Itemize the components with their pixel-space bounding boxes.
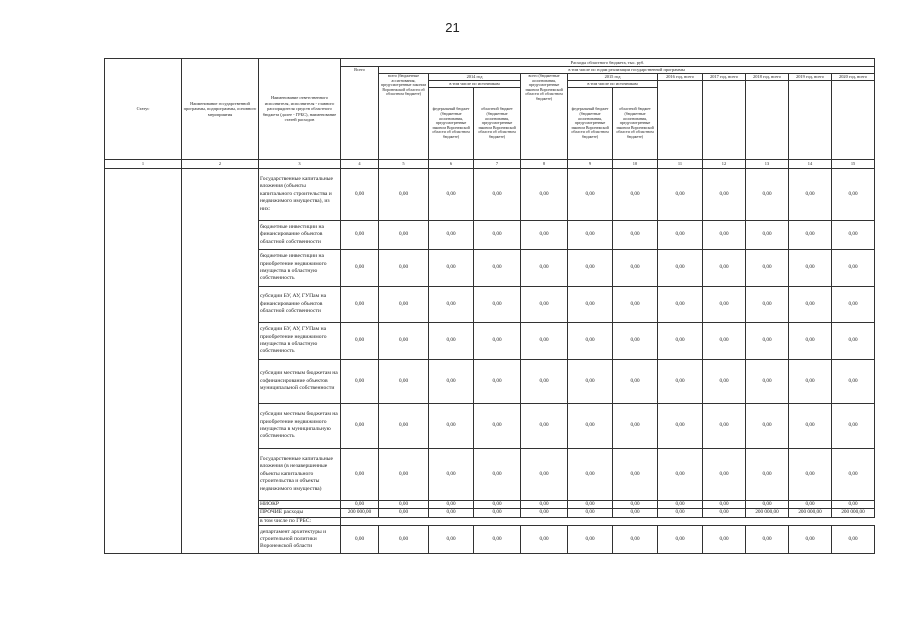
budget-table — [104, 58, 875, 554]
other-expenses-row: ПРОЧИЕ расходы 200 000,00 0,00 0,00 0,00 0,00 0,00 0,00 0,00 0,00 200 000,00 200 000,00 200 000,00 — [105, 509, 875, 517]
header-year-2017: 2017 год, всего — [703, 74, 746, 81]
row-name: департамент архитектуры и строительной политики Воронежской области — [259, 526, 341, 554]
table-row: бюджетные инвестиции на приобретение недвижимого имущества в областную собственность 0,00 0,00 0,00 0,00 0,00 0,00 0,00 0,00 0,00 0,00 0,00 0,00 — [105, 250, 875, 287]
header-year-2020: 2020 год, всего — [832, 74, 875, 81]
header-federal-2014: федеральный бюджет (бюджетные ассигнования, предусмотренные законом Воронежской области об областном бюджете) — [429, 88, 474, 160]
header-program-name: Наименование государственной программы, подпрограммы, основного мероприятия — [182, 59, 259, 160]
table-row: субсидии БУ, АУ, ГУПам на приобретение недвижимого имущества в областную собственность 0,00 0,00 0,00 0,00 0,00 0,00 0,00 0,00 0,00 0,00 0,00 0,00 — [105, 323, 875, 360]
header-total-2014: всего (бюджетные ассигнования, предусмотренные законом Воронежской области об областном бюджете) — [379, 74, 429, 160]
header-year-2018: 2018 год, всего — [746, 74, 789, 81]
table-header — [105, 59, 875, 160]
table-row: субсидии БУ, АУ, ГУПам на финансирование объектов областной собственности 0,00 0,00 0,00 0,00 0,00 0,00 0,00 0,00 0,00 0,00 0,00 0,00 — [105, 287, 875, 323]
header-regional-2014: областной бюджет (бюджетные ассигнования, предусмотренные законом Воронежской области об областном бюджете) — [474, 88, 521, 160]
table-body — [105, 160, 875, 554]
row-name: бюджетные инвестиции на приобретение недвижимого имущества в областную собственность — [259, 250, 341, 287]
table-row: Государственные капитальные вложения (объекты капитального строительства и недвижимого имущества), из них: 0,00 0,00 0,00 0,00 0,00 0,00 0,00 0,00 0,00 0,00 0,00 0,00 — [105, 169, 875, 221]
header-status: Статус — [105, 59, 182, 160]
header-by-sources-2015: в том числе по источникам — [568, 81, 658, 88]
header-year-2016: 2016 год, всего — [658, 74, 703, 81]
department-row: департамент архитектуры и строительной политики Воронежской области 0,00 0,00 0,00 0,00 0,00 0,00 0,00 0,00 0,00 0,00 0,00 0,00 — [105, 526, 875, 554]
table-row: Государственные капитальные вложения (в незавершенные объекты капитального строительства и объекты недвижимого имущества) 0,00 0,00 0,00 0,00 0,00 0,00 0,00 0,00 0,00 0,00 0,00 0,00 — [105, 449, 875, 501]
grbs-label: в том числе по ГРБС: — [259, 517, 341, 525]
header-total-2015: всего (бюджетные ассигнования, предусмотренные законом Воронежской области об областном бюджете) — [521, 74, 568, 160]
header-federal-2015: федеральный бюджет (бюджетные ассигнования, предусмотренные законом Воронежской области об областном бюджете) — [568, 88, 613, 160]
header-year-2015: 2015 год — [568, 74, 658, 81]
header-executor: Наименование ответственного исполнителя, исполнителя - главного распорядителя средств областного бюджета (далее - ГРБС), наименование статей расходов — [259, 59, 341, 160]
row-name: субсидии местным бюджетам на приобретение недвижимого имущества в муниципальную собственность — [259, 404, 341, 449]
header-by-years: в том числе по годам реализации государственной программы — [379, 67, 875, 74]
table-row: бюджетные инвестиции на финансирование объектов областной собственности 0,00 0,00 0,00 0,00 0,00 0,00 0,00 0,00 0,00 0,00 0,00 0,00 — [105, 221, 875, 250]
row-name: бюджетные инвестиции на финансирование объектов областной собственности — [259, 221, 341, 250]
column-numbers-row: 1 2 3 4 5 6 7 8 9 10 11 12 13 14 15 — [105, 160, 875, 169]
row-name: ПРОЧИЕ расходы — [259, 509, 341, 517]
header-total: Всего — [341, 67, 379, 160]
row-name: НИОКР — [259, 501, 341, 509]
table-row: субсидии местным бюджетам на приобретение недвижимого имущества в муниципальную собственность 0,00 0,00 0,00 0,00 0,00 0,00 0,00 0,00 0,00 0,00 0,00 0,00 — [105, 404, 875, 449]
row-name: субсидии БУ, АУ, ГУПам на финансирование объектов областной собственности — [259, 287, 341, 323]
header-by-sources-2014: в том числе по источникам — [429, 81, 521, 88]
header-year-2014: 2014 год — [429, 74, 521, 81]
row-name: Государственные капитальные вложения (объекты капитального строительства и недвижимого имущества), из них: — [259, 169, 341, 221]
niokr-row: НИОКР 0,00 0,00 0,00 0,00 0,00 0,00 0,00 0,00 0,00 0,00 0,00 0,00 — [105, 501, 875, 509]
row-name: субсидии БУ, АУ, ГУПам на приобретение недвижимого имущества в областную собственность — [259, 323, 341, 360]
program-cell — [182, 169, 259, 554]
header-expenses-title: Расходы областного бюджета, тыс. руб. — [341, 59, 875, 67]
row-name: Государственные капитальные вложения (в незавершенные объекты капитального строительства и объекты недвижимого имущества) — [259, 449, 341, 501]
row-name: субсидии местным бюджетам на софинансирование объектов муниципальной собственности — [259, 360, 341, 404]
status-cell — [105, 169, 182, 554]
header-regional-2015: областной бюджет (бюджетные ассигнования, предусмотренные законом Воронежской области об областном бюджете) — [613, 88, 658, 160]
header-year-2019: 2019 год, всего — [789, 74, 832, 81]
page-number: 21 — [445, 20, 460, 35]
table-row: субсидии местным бюджетам на софинансирование объектов муниципальной собственности 0,00 0,00 0,00 0,00 0,00 0,00 0,00 0,00 0,00 0,00 0,00 0,00 — [105, 360, 875, 404]
